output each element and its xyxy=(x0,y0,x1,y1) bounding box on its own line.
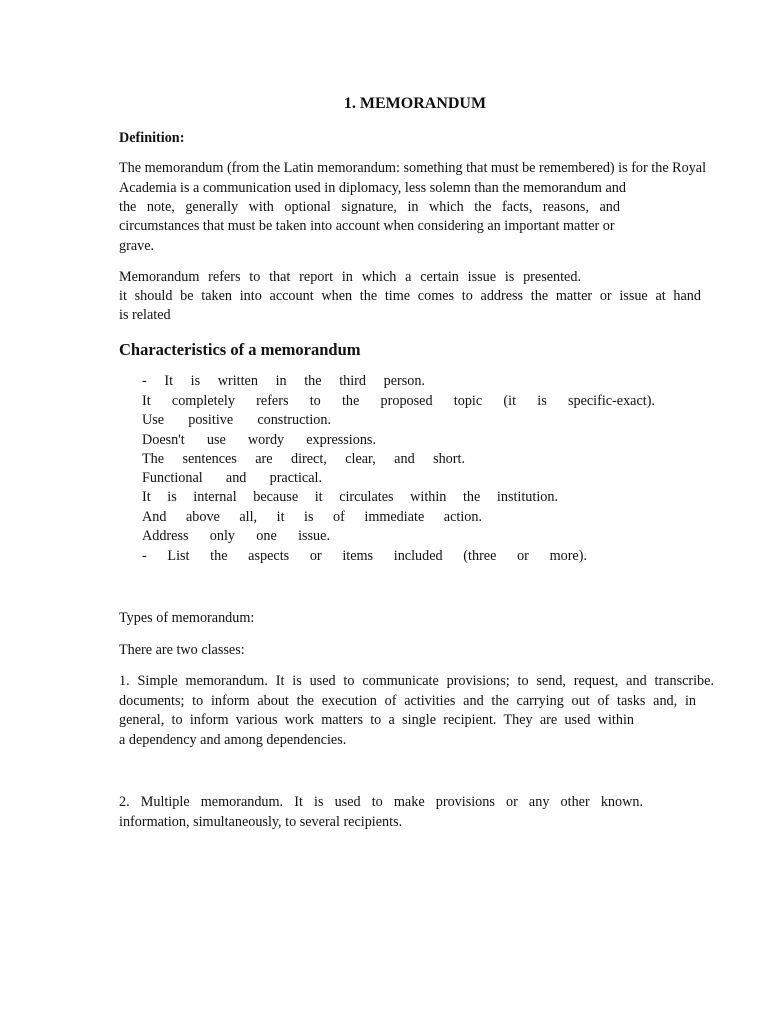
characteristic-item-3: Use positive construction. xyxy=(142,412,331,428)
characteristic-item-10: - List the aspects or items included (three or more). xyxy=(142,548,587,564)
characteristics-heading: Characteristics of a memorandum xyxy=(119,340,361,359)
simple-line-4: a dependency and among dependencies. xyxy=(119,732,347,748)
classes-intro: There are two classes: xyxy=(119,642,245,658)
multiple-line-1: 2. Multiple memorandum. It is used to make provisions or any other known. xyxy=(119,794,643,810)
characteristic-item-5: The sentences are direct, clear, and short. xyxy=(142,451,465,467)
characteristic-item-4: Doesn't use wordy expressions. xyxy=(142,432,376,448)
para1-line-1: The memorandum (from the Latin memorandum: something that must be remembered) is for the Royal xyxy=(119,160,707,176)
characteristic-item-2: It completely refers to the proposed topic (it is specific-exact). xyxy=(142,393,655,409)
characteristic-item-6: Functional and practical. xyxy=(142,470,322,486)
para1-line-2: Academia is a communication used in diplomacy, less solemn than the memorandum and xyxy=(119,180,626,196)
definition-label: Definition: xyxy=(119,130,185,146)
para1-line-3: the note, generally with optional signature, in which the facts, reasons, and xyxy=(119,199,620,215)
characteristic-item-7: It is internal because it circulates within the institution. xyxy=(142,489,558,505)
simple-line-2: documents; to inform about the execution of activities and the carrying out of tasks and, in xyxy=(119,693,696,709)
simple-line-3: general, to inform various work matters to a single recipient. They are used within xyxy=(119,712,634,728)
para2-line-1: Memorandum refers to that report in which a certain issue is presented. xyxy=(119,269,581,285)
simple-line-1: 1. Simple memorandum. It is used to communicate provisions; to send, request, and transcribe. xyxy=(119,673,714,689)
multiple-line-2: information, simultaneously, to several recipients. xyxy=(119,814,403,830)
para1-line-4: circumstances that must be taken into account when considering an important matter or xyxy=(119,218,615,234)
characteristic-item-8: And above all, it is of immediate action. xyxy=(142,509,482,525)
para2-line-3: is related xyxy=(119,307,171,323)
para1-line-5: grave. xyxy=(119,238,155,254)
characteristic-item-1: - It is written in the third person. xyxy=(142,373,425,389)
types-heading: Types of memorandum: xyxy=(119,610,255,626)
page-title: 1. MEMORANDUM xyxy=(343,95,487,112)
characteristic-item-9: Address only one issue. xyxy=(142,528,330,544)
para2-line-2: it should be taken into account when the time comes to address the matter or issue at hand xyxy=(119,288,701,304)
